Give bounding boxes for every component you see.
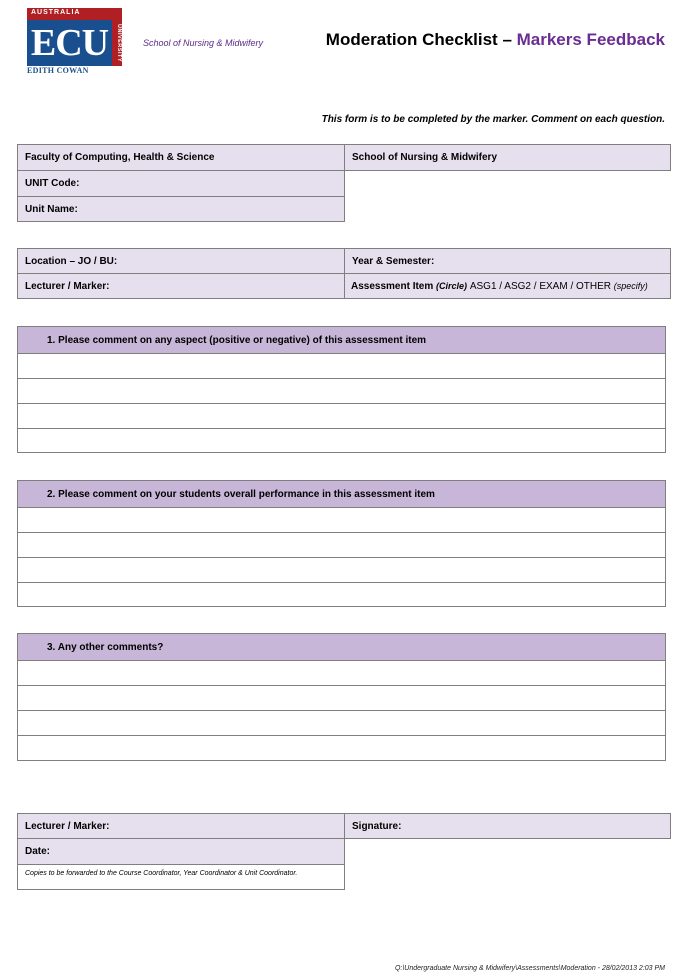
- question-1-line-3[interactable]: [17, 403, 666, 429]
- signature-field[interactable]: Signature:: [344, 813, 671, 839]
- copies-note: Copies to be forwarded to the Course Coordinator, Year Coordinator & Unit Coordinator.: [17, 864, 345, 890]
- question-2-line-1[interactable]: [17, 507, 666, 533]
- location-field[interactable]: Location – JO / BU:: [17, 248, 345, 274]
- question-1-line-2[interactable]: [17, 378, 666, 404]
- assessment-circle: (Circle): [436, 281, 468, 291]
- assessment-specify: (specify): [613, 281, 648, 291]
- assessment-item-field[interactable]: [344, 273, 671, 299]
- logo-bottom-text: EDITH COWAN: [27, 66, 89, 75]
- logo-top-text: AUSTRALIA: [31, 9, 81, 16]
- question-3-line-1[interactable]: [17, 660, 666, 686]
- footer-file-path: Q:\Undergraduate Nursing & Midwifery\Assessments\Moderation - 28/02/2013 2:03 PM: [394, 965, 665, 972]
- assessment-label: Assessment Item: [351, 280, 434, 292]
- question-2-line-3[interactable]: [17, 557, 666, 583]
- title-accent: Markers Feedback: [516, 30, 665, 49]
- question-3-line-4[interactable]: [17, 735, 666, 761]
- logo-main-text: ECU: [27, 20, 112, 66]
- unit-code-field[interactable]: UNIT Code:: [17, 170, 345, 197]
- date-field[interactable]: Date:: [17, 838, 345, 865]
- question-1-line-4[interactable]: [17, 428, 666, 453]
- logo-side-text: UNIVERSITY: [112, 20, 122, 66]
- unit-name-field[interactable]: Unit Name:: [17, 196, 345, 222]
- question-1-header: 1. Please comment on any aspect (positive or negative) of this assessment item: [17, 326, 666, 354]
- page-title: [326, 30, 665, 50]
- form-instruction: This form is to be completed by the marker. Comment on each question.: [321, 114, 665, 125]
- year-semester-field[interactable]: Year & Semester:: [344, 248, 671, 274]
- assessment-options: ASG1 / ASG2 / EXAM / OTHER: [469, 280, 611, 292]
- logo-top-band: [27, 8, 122, 20]
- question-3-line-2[interactable]: [17, 685, 666, 711]
- school-cell: School of Nursing & Midwifery: [344, 144, 671, 171]
- question-2-line-2[interactable]: [17, 532, 666, 558]
- question-3-header: 3. Any other comments?: [17, 633, 666, 661]
- signoff-lecturer-field[interactable]: Lecturer / Marker:: [17, 813, 345, 839]
- lecturer-field[interactable]: Lecturer / Marker:: [17, 273, 345, 299]
- faculty-cell: Faculty of Computing, Health & Science: [17, 144, 345, 171]
- title-main: Moderation Checklist –: [325, 30, 517, 49]
- question-1-line-1[interactable]: [17, 353, 666, 379]
- question-3-line-3[interactable]: [17, 710, 666, 736]
- question-2-header: 2. Please comment on your students overall performance in this assessment item: [17, 480, 666, 508]
- ecu-logo: [27, 8, 122, 76]
- school-subtitle: School of Nursing & Midwifery: [143, 38, 264, 48]
- question-2-line-4[interactable]: [17, 582, 666, 607]
